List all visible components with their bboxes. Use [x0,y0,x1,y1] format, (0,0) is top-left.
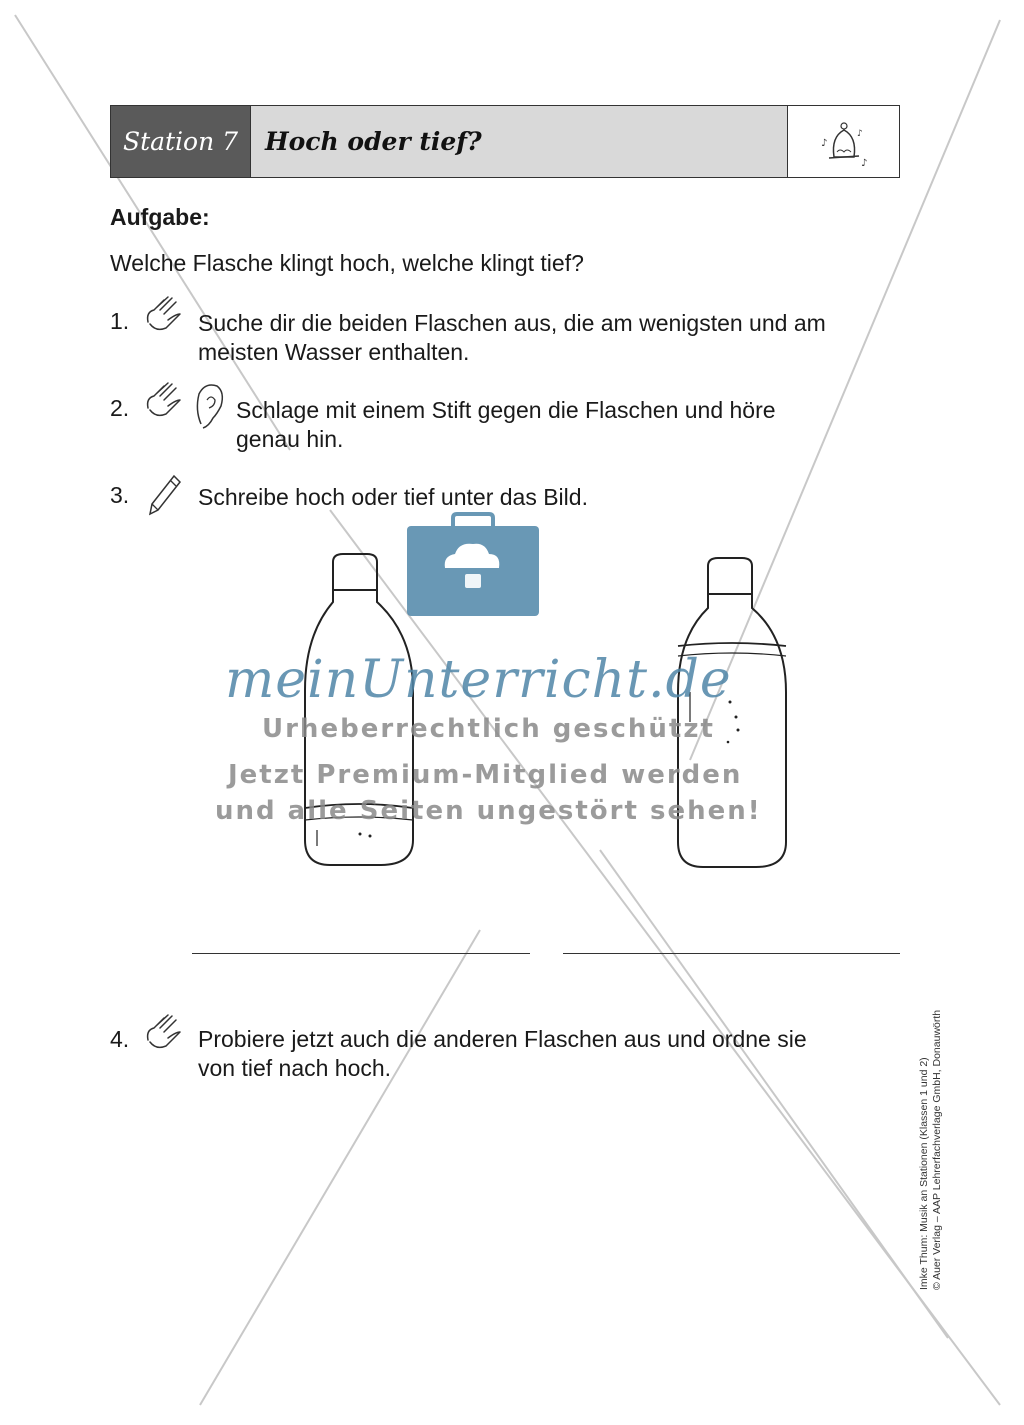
step-1-line-2: meisten Wasser enthalten. [198,339,470,365]
watermark-line-3: und alle Seiten ungestört sehen! [215,796,762,826]
watermark-briefcase-icon [405,512,541,618]
station-header [110,105,900,178]
watermark-line-2: Jetzt Premium-Mitglied werden [228,760,743,790]
step-1-line-1: Suche dir die beiden Flaschen aus, die am wenigsten und am [198,310,826,336]
step-number: 2. [110,395,130,421]
task-question: Welche Flasche klingt hoch, welche klingt tief? [110,250,584,276]
task-heading: Aufgabe: [110,204,210,230]
credit-line-1: Imke Thum: Musik an Stationen (Klassen 1 und 2) [918,1057,930,1290]
answer-line-right[interactable] [563,953,900,954]
hand-icon [142,378,188,422]
step-4-line-1: Probiere jetzt auch die anderen Flaschen aus und ordne sie [198,1026,807,1052]
credit-line-2: © Auer Verlag – AAP Lehrerfachverlage GmbH, Donauwörth [931,1009,943,1290]
svg-text:♪: ♪ [820,137,827,149]
pencil-icon [146,472,182,516]
station-label: Station 7 [111,106,251,177]
svg-text:♪: ♪ [860,157,867,169]
bell-icon [788,106,899,177]
hand-icon [142,1010,188,1054]
hand-icon [142,292,188,336]
step-number: 3. [110,482,130,508]
ear-icon [193,380,227,434]
watermark-brand: meinUnterricht.de [225,650,732,710]
page-title: Hoch oder tief? [251,106,788,177]
step-number: 1. [110,308,130,334]
answer-line-left[interactable] [192,953,530,954]
step-number: 4. [110,1026,130,1052]
step-2-line-1: Schlage mit einem Stift gegen die Flaschen und höre [236,397,776,423]
svg-text:♪: ♪ [856,128,863,139]
step-4-line-2: von tief nach hoch. [198,1055,392,1081]
watermark-line-1: Urheberrechtlich geschützt [262,714,715,744]
copyright-credit [918,1010,944,1290]
step-3-line-1: Schreibe hoch oder tief unter das Bild. [198,484,588,510]
step-2-line-2: genau hin. [236,426,344,452]
